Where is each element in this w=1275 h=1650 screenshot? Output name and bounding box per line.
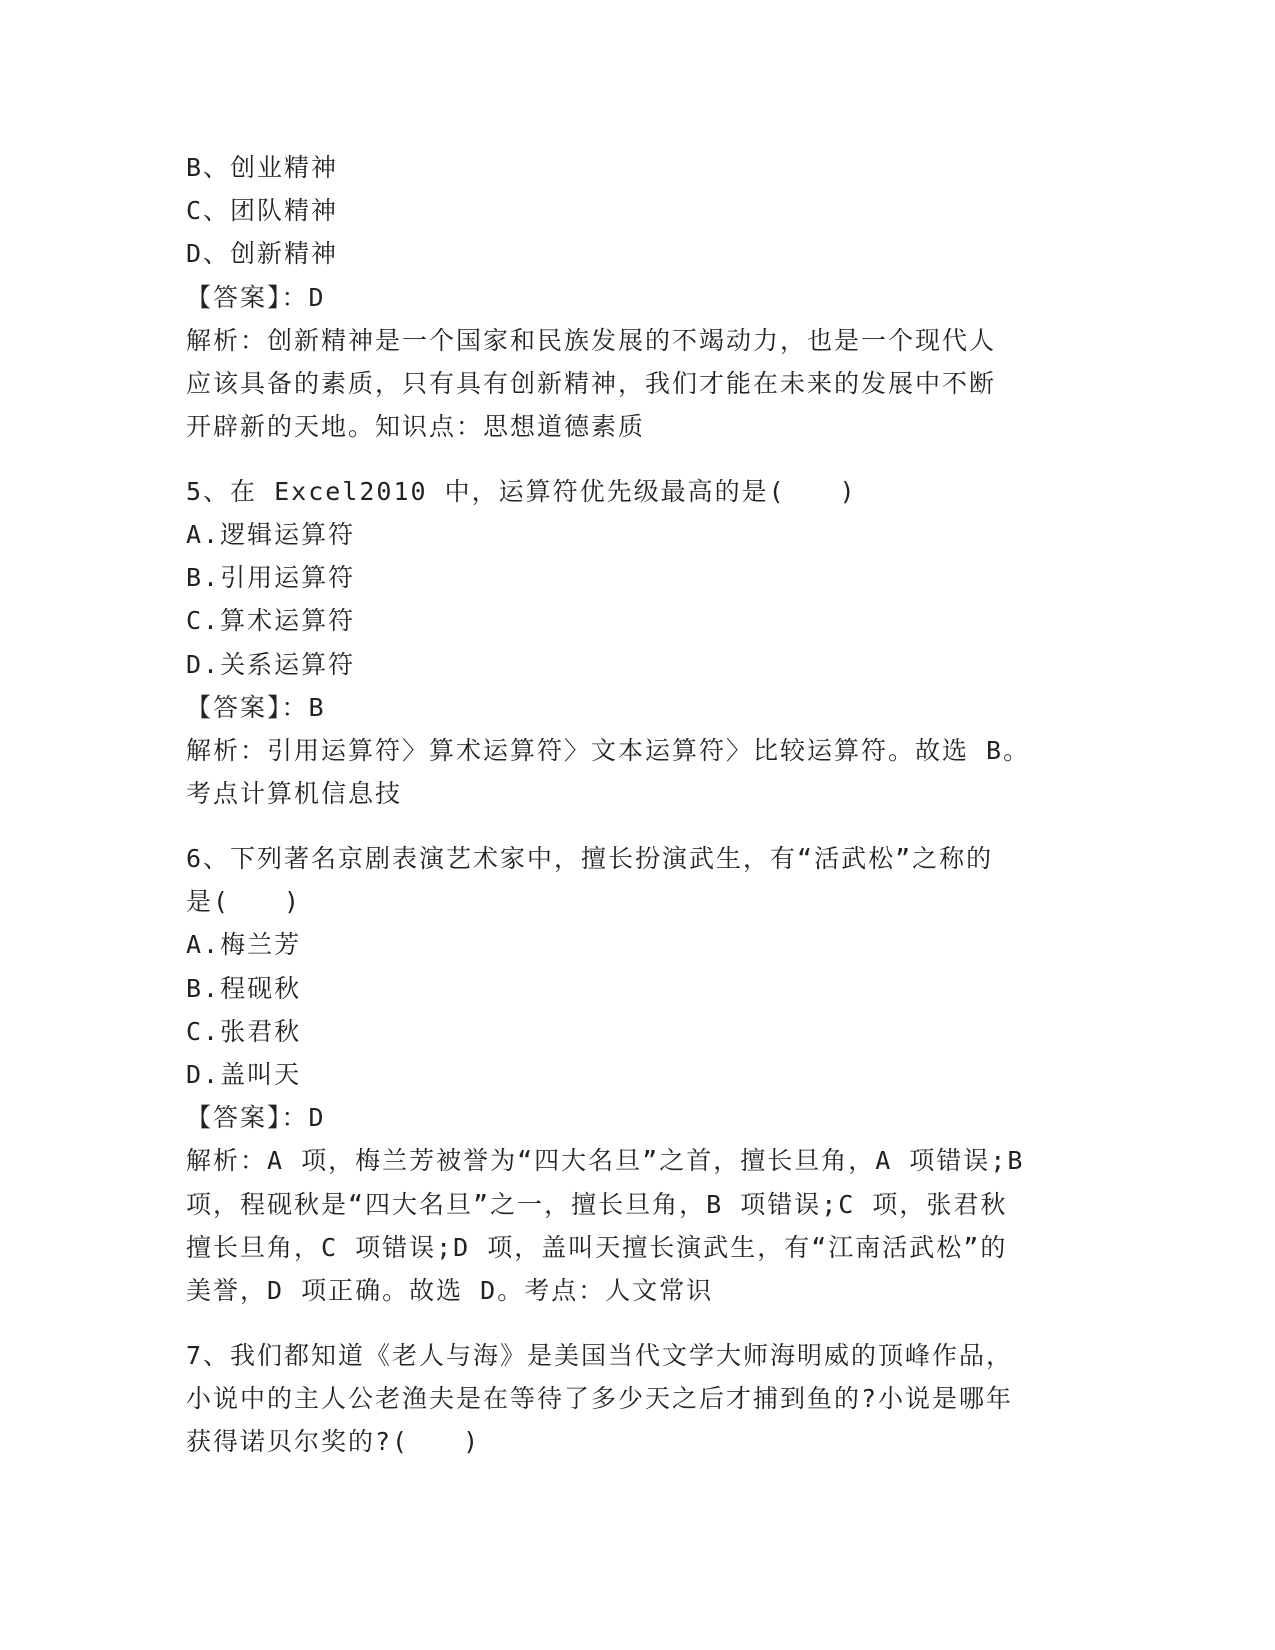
q6-explanation-line-4: 美誉，D 项正确。故选 D。考点：人文常识 bbox=[186, 1275, 714, 1305]
q5-option-c: C.算术运算符 bbox=[186, 606, 356, 636]
q6-option-b: B.程砚秋 bbox=[186, 973, 302, 1003]
q4-explanation-line-1: 解析：创新精神是一个国家和民族发展的不竭动力，也是一个现代人 bbox=[186, 325, 997, 355]
q7-stem-line-2: 小说中的主人公老渔夫是在等待了多少天之后才捕到鱼的?小说是哪年 bbox=[186, 1383, 1014, 1413]
question-separator bbox=[186, 1312, 1076, 1334]
q4-explanation-line-2: 应该具备的素质，只有具有创新精神，我们才能在未来的发展中不断 bbox=[186, 368, 997, 398]
q4-explanation-line-3: 开辟新的天地。知识点：思想道德素质 bbox=[186, 412, 646, 442]
q4-option-c: C、团队精神 bbox=[186, 196, 339, 226]
q5-option-d: D.关系运算符 bbox=[186, 649, 356, 679]
q6-explanation-line-3: 擅长旦角，C 项错误;D 项，盖叫天擅长演武生，有“江南活武松”的 bbox=[186, 1232, 1008, 1262]
q4-answer: 【答案】：D bbox=[186, 282, 326, 312]
q4-option-b: B、创业精神 bbox=[186, 153, 339, 182]
q6-stem-line-1: 6、下列著名京剧表演艺术家中，擅长扮演武生，有“活武松”之称的 bbox=[186, 844, 994, 873]
q4-option-d: D、创新精神 bbox=[186, 239, 339, 269]
q5-explanation-line-2: 考点计算机信息技 bbox=[186, 779, 403, 809]
q6-answer: 【答案】：D bbox=[186, 1103, 326, 1133]
question-separator bbox=[186, 448, 1076, 470]
q7-stem-line-1: 7、我们都知道《老人与海》是美国当代文学大师海明威的顶峰作品， bbox=[186, 1340, 1014, 1370]
q5-answer: 【答案】：B bbox=[186, 692, 326, 722]
question-separator bbox=[186, 815, 1076, 837]
document-body bbox=[186, 146, 1076, 1463]
q6-option-c: C.张君秋 bbox=[186, 1016, 302, 1046]
q5-option-b: B.引用运算符 bbox=[186, 563, 356, 593]
q6-explanation-line-1: 解析：A 项，梅兰芳被誉为“四大名旦”之首，擅长旦角，A 项错误;B bbox=[186, 1146, 1025, 1176]
q6-explanation-line-2: 项，程砚秋是“四大名旦”之一，擅长旦角，B 项错误;C 项，张君秋 bbox=[186, 1189, 1008, 1219]
q6-option-d: D.盖叫天 bbox=[186, 1059, 302, 1089]
q5-explanation-line-1: 解析：引用运算符〉算术运算符〉文本运算符〉比较运算符。故选 B。 bbox=[186, 736, 1031, 766]
q6-stem-line-2: 是( ) bbox=[186, 887, 302, 917]
q7-stem-line-3: 获得诺贝尔奖的?( ) bbox=[186, 1427, 481, 1457]
q6-option-a: A.梅兰芳 bbox=[186, 930, 302, 960]
q5-stem: 5、在 Excel2010 中，运算符优先级最高的是( ) bbox=[186, 476, 857, 506]
q5-option-a: A.逻辑运算符 bbox=[186, 520, 356, 550]
